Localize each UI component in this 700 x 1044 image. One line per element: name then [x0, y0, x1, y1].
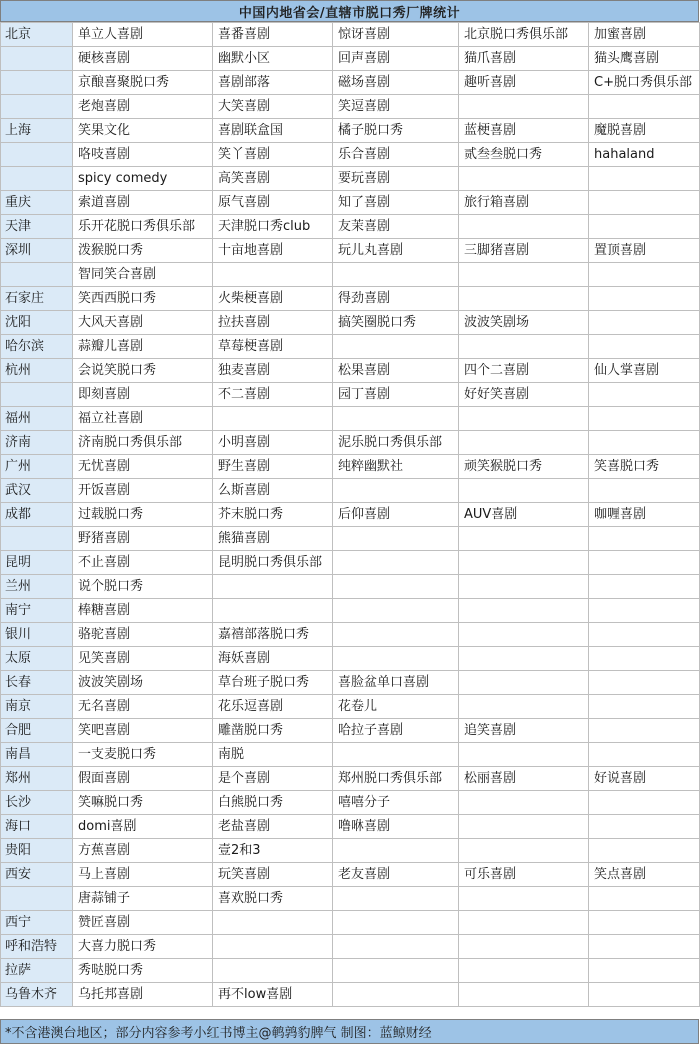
brand-cell: C+脱口秀俱乐部 — [589, 71, 700, 95]
city-cell: 西安 — [1, 863, 73, 887]
brand-cell — [333, 407, 459, 431]
brand-cell: 玩儿丸喜剧 — [333, 239, 459, 263]
brand-cell: 济南脱口秀俱乐部 — [73, 431, 213, 455]
table-row — [1, 671, 700, 695]
brand-cell: 草台班子脱口秀 — [213, 671, 333, 695]
brand-cell — [589, 911, 700, 935]
city-cell: 杭州 — [1, 359, 73, 383]
brand-cell — [333, 839, 459, 863]
brand-cell: 猫爪喜剧 — [459, 47, 589, 71]
city-cell: 长春 — [1, 671, 73, 695]
brand-cell: 磁场喜剧 — [333, 71, 459, 95]
table-row — [1, 95, 700, 119]
brand-cell: 好说喜剧 — [589, 767, 700, 791]
brand-cell: spicy comedy — [73, 167, 213, 191]
brand-cell: 拉扶喜剧 — [213, 311, 333, 335]
table-row — [1, 743, 700, 767]
brand-cell: 纯粹幽默社 — [333, 455, 459, 479]
city-cell: 太原 — [1, 647, 73, 671]
brand-cell — [459, 791, 589, 815]
city-cell: 武汉 — [1, 479, 73, 503]
brand-cell — [213, 263, 333, 287]
brand-cell — [459, 815, 589, 839]
brand-cell — [459, 575, 589, 599]
brand-cell: 唐蒜铺子 — [73, 887, 213, 911]
table-row — [1, 527, 700, 551]
city-cell: 广州 — [1, 455, 73, 479]
brand-cell — [459, 551, 589, 575]
table-row — [1, 887, 700, 911]
brand-cell — [589, 671, 700, 695]
table-row — [1, 407, 700, 431]
table-row — [1, 23, 700, 47]
table-title: 中国内地省会/直辖市脱口秀厂牌统计 — [0, 0, 699, 22]
brand-cell: 见笑喜剧 — [73, 647, 213, 671]
brand-cell — [589, 791, 700, 815]
brand-cell: 熊猫喜剧 — [213, 527, 333, 551]
brand-cell — [459, 983, 589, 1007]
brand-cell: 喜欢脱口秀 — [213, 887, 333, 911]
brand-cell: 智同笑合喜剧 — [73, 263, 213, 287]
brand-cell: 仙人掌喜剧 — [589, 359, 700, 383]
brand-cell: 乐合喜剧 — [333, 143, 459, 167]
table-row — [1, 839, 700, 863]
brand-cell — [589, 215, 700, 239]
brand-cell: 喜剧联盒国 — [213, 119, 333, 143]
city-cell: 重庆 — [1, 191, 73, 215]
brand-cell — [589, 575, 700, 599]
table-row — [1, 143, 700, 167]
brand-cell: 老盐喜剧 — [213, 815, 333, 839]
brand-cell — [333, 647, 459, 671]
table-row — [1, 431, 700, 455]
brand-cell: 嘻嘻分子 — [333, 791, 459, 815]
brand-cell: 幽默小区 — [213, 47, 333, 71]
brand-cell: 魔脱喜剧 — [589, 119, 700, 143]
brand-cell: 单立人喜剧 — [73, 23, 213, 47]
brand-cell: 马上喜剧 — [73, 863, 213, 887]
table-row — [1, 791, 700, 815]
brand-cell: 会说笑脱口秀 — [73, 359, 213, 383]
brand-cell: 壹2和3 — [213, 839, 333, 863]
brand-cell — [589, 839, 700, 863]
brand-cell: 橘子脱口秀 — [333, 119, 459, 143]
brand-cell: 笑果文化 — [73, 119, 213, 143]
brand-cell: 三脚猪喜剧 — [459, 239, 589, 263]
brand-cell — [333, 479, 459, 503]
brand-cell: 可乐喜剧 — [459, 863, 589, 887]
city-cell — [1, 527, 73, 551]
brand-cell — [459, 911, 589, 935]
brand-cell: 野猪喜剧 — [73, 527, 213, 551]
brand-cell: 要玩喜剧 — [333, 167, 459, 191]
brand-cell: 开饭喜剧 — [73, 479, 213, 503]
table-row — [1, 239, 700, 263]
brand-cell — [589, 431, 700, 455]
city-cell: 兰州 — [1, 575, 73, 599]
brand-cell — [589, 383, 700, 407]
brand-cell: 十亩地喜剧 — [213, 239, 333, 263]
brand-cell — [589, 743, 700, 767]
brand-cell: 雕凿脱口秀 — [213, 719, 333, 743]
brand-cell — [459, 647, 589, 671]
brand-cell — [459, 959, 589, 983]
table-row — [1, 647, 700, 671]
brand-cell: 得劲喜剧 — [333, 287, 459, 311]
brand-table — [0, 22, 700, 1007]
brand-cell — [459, 263, 589, 287]
brand-cell — [589, 599, 700, 623]
brand-cell — [213, 911, 333, 935]
city-cell: 合肥 — [1, 719, 73, 743]
brand-cell: 趣听喜剧 — [459, 71, 589, 95]
brand-cell: 索道喜剧 — [73, 191, 213, 215]
brand-cell: 小明喜剧 — [213, 431, 333, 455]
brand-cell — [213, 935, 333, 959]
city-cell: 西宁 — [1, 911, 73, 935]
brand-cell — [333, 983, 459, 1007]
brand-cell — [213, 407, 333, 431]
table-row — [1, 287, 700, 311]
brand-cell: 嘉禧部落脱口秀 — [213, 623, 333, 647]
table-row — [1, 359, 700, 383]
city-cell — [1, 71, 73, 95]
brand-cell: 知了喜剧 — [333, 191, 459, 215]
brand-cell: 昆明脱口秀俱乐部 — [213, 551, 333, 575]
brand-cell — [589, 887, 700, 911]
table-row — [1, 575, 700, 599]
table-row — [1, 479, 700, 503]
brand-cell: 野生喜剧 — [213, 455, 333, 479]
brand-cell — [589, 527, 700, 551]
brand-cell — [459, 671, 589, 695]
brand-cell: 笑逗喜剧 — [333, 95, 459, 119]
brand-cell: 不二喜剧 — [213, 383, 333, 407]
brand-cell: 乌托邦喜剧 — [73, 983, 213, 1007]
table-row — [1, 959, 700, 983]
brand-cell — [589, 695, 700, 719]
table-row — [1, 911, 700, 935]
city-cell: 乌鲁木齐 — [1, 983, 73, 1007]
brand-cell: 天津脱口秀club — [213, 215, 333, 239]
brand-cell: 独麦喜剧 — [213, 359, 333, 383]
brand-cell: 秀哒脱口秀 — [73, 959, 213, 983]
brand-cell: 一支麦脱口秀 — [73, 743, 213, 767]
brand-cell — [589, 647, 700, 671]
brand-cell — [459, 95, 589, 119]
brand-cell — [589, 335, 700, 359]
brand-cell — [459, 839, 589, 863]
city-cell: 长沙 — [1, 791, 73, 815]
city-cell: 贵阳 — [1, 839, 73, 863]
brand-cell — [589, 95, 700, 119]
brand-cell — [459, 887, 589, 911]
table-row — [1, 167, 700, 191]
city-cell: 石家庄 — [1, 287, 73, 311]
footer-note: *不含港澳台地区；部分内容参考小红书博主@鹌鹑豹脾气 制图：蓝鲸财经 — [0, 1019, 699, 1044]
brand-cell: 噜咻喜剧 — [333, 815, 459, 839]
brand-cell — [213, 575, 333, 599]
brand-cell — [459, 527, 589, 551]
brand-cell — [589, 983, 700, 1007]
table-row — [1, 503, 700, 527]
brand-cell: 花卷儿 — [333, 695, 459, 719]
city-cell — [1, 47, 73, 71]
brand-cell: 白熊脱口秀 — [213, 791, 333, 815]
table-row — [1, 335, 700, 359]
brand-cell: 芥末脱口秀 — [213, 503, 333, 527]
brand-cell: 乐开花脱口秀俱乐部 — [73, 215, 213, 239]
city-cell: 呼和浩特 — [1, 935, 73, 959]
brand-cell — [589, 311, 700, 335]
brand-cell — [333, 599, 459, 623]
table-row — [1, 815, 700, 839]
brand-cell: 喜脸盆单口喜剧 — [333, 671, 459, 695]
brand-cell: 北京脱口秀俱乐部 — [459, 23, 589, 47]
brand-cell: 福立社喜剧 — [73, 407, 213, 431]
city-cell: 拉萨 — [1, 959, 73, 983]
brand-cell: 四个二喜剧 — [459, 359, 589, 383]
brand-cell — [589, 959, 700, 983]
brand-cell — [333, 263, 459, 287]
city-cell: 成都 — [1, 503, 73, 527]
brand-cell — [213, 959, 333, 983]
brand-cell — [459, 479, 589, 503]
brand-cell: 笑喜脱口秀 — [589, 455, 700, 479]
brand-cell: 南脱 — [213, 743, 333, 767]
brand-cell — [459, 287, 589, 311]
brand-cell — [333, 959, 459, 983]
brand-cell: 赞匠喜剧 — [73, 911, 213, 935]
brand-table-body — [1, 23, 700, 1007]
brand-cell: 笑嘛脱口秀 — [73, 791, 213, 815]
brand-cell — [589, 191, 700, 215]
city-cell: 上海 — [1, 119, 73, 143]
table-row — [1, 47, 700, 71]
brand-cell: 贰叁叁脱口秀 — [459, 143, 589, 167]
city-cell — [1, 167, 73, 191]
brand-cell — [459, 215, 589, 239]
brand-cell — [589, 287, 700, 311]
table-row — [1, 455, 700, 479]
brand-cell — [213, 599, 333, 623]
brand-cell: 说个脱口秀 — [73, 575, 213, 599]
brand-cell: 棒糖喜剧 — [73, 599, 213, 623]
brand-cell: domi喜剧 — [73, 815, 213, 839]
city-cell — [1, 263, 73, 287]
brand-cell: 喜剧部落 — [213, 71, 333, 95]
brand-cell — [589, 935, 700, 959]
brand-cell — [589, 263, 700, 287]
brand-cell: 京酿喜聚脱口秀 — [73, 71, 213, 95]
brand-cell: 园丁喜剧 — [333, 383, 459, 407]
city-cell: 南宁 — [1, 599, 73, 623]
brand-cell — [459, 935, 589, 959]
table-row — [1, 863, 700, 887]
brand-cell: 加蜜喜剧 — [589, 23, 700, 47]
brand-cell: 骆驼喜剧 — [73, 623, 213, 647]
brand-cell: 回声喜剧 — [333, 47, 459, 71]
brand-cell — [333, 935, 459, 959]
brand-cell — [333, 887, 459, 911]
brand-cell: 原气喜剧 — [213, 191, 333, 215]
brand-cell: 玩笑喜剧 — [213, 863, 333, 887]
brand-cell — [459, 335, 589, 359]
brand-cell: 咖喱喜剧 — [589, 503, 700, 527]
brand-cell — [333, 743, 459, 767]
city-cell: 沈阳 — [1, 311, 73, 335]
brand-cell: 笑点喜剧 — [589, 863, 700, 887]
brand-cell: 好好笑喜剧 — [459, 383, 589, 407]
brand-cell — [333, 335, 459, 359]
table-row — [1, 191, 700, 215]
brand-cell — [589, 551, 700, 575]
brand-cell — [589, 167, 700, 191]
city-cell: 郑州 — [1, 767, 73, 791]
brand-cell: 方蕉喜剧 — [73, 839, 213, 863]
table-row — [1, 263, 700, 287]
city-cell — [1, 95, 73, 119]
table-row — [1, 935, 700, 959]
brand-cell: 泥乐脱口秀俱乐部 — [333, 431, 459, 455]
brand-cell: 海妖喜剧 — [213, 647, 333, 671]
city-cell — [1, 887, 73, 911]
table-row — [1, 119, 700, 143]
brand-cell: 惊讶喜剧 — [333, 23, 459, 47]
city-cell: 福州 — [1, 407, 73, 431]
brand-cell: 假面喜剧 — [73, 767, 213, 791]
brand-cell — [333, 575, 459, 599]
table-row — [1, 719, 700, 743]
table-row — [1, 551, 700, 575]
city-cell: 银川 — [1, 623, 73, 647]
brand-cell: 大喜力脱口秀 — [73, 935, 213, 959]
city-cell: 济南 — [1, 431, 73, 455]
brand-cell: 花乐逗喜剧 — [213, 695, 333, 719]
city-cell: 海口 — [1, 815, 73, 839]
brand-cell — [333, 623, 459, 647]
brand-cell: 是个喜剧 — [213, 767, 333, 791]
table-row — [1, 767, 700, 791]
brand-cell: 波波笑剧场 — [459, 311, 589, 335]
brand-cell: hahaland — [589, 143, 700, 167]
brand-cell: 旅行箱喜剧 — [459, 191, 589, 215]
brand-cell: 松丽喜剧 — [459, 767, 589, 791]
brand-cell — [333, 911, 459, 935]
brand-cell: 置顶喜剧 — [589, 239, 700, 263]
brand-cell: 郑州脱口秀俱乐部 — [333, 767, 459, 791]
brand-cell — [459, 599, 589, 623]
brand-cell: 高笑喜剧 — [213, 167, 333, 191]
table-row — [1, 311, 700, 335]
brand-cell: 即刻喜剧 — [73, 383, 213, 407]
city-cell — [1, 383, 73, 407]
brand-cell: 老友喜剧 — [333, 863, 459, 887]
brand-cell: 老炮喜剧 — [73, 95, 213, 119]
table-row — [1, 695, 700, 719]
brand-cell — [333, 551, 459, 575]
brand-cell — [459, 167, 589, 191]
city-cell: 北京 — [1, 23, 73, 47]
brand-cell: 大风天喜剧 — [73, 311, 213, 335]
city-cell — [1, 143, 73, 167]
brand-cell: 咯吱喜剧 — [73, 143, 213, 167]
city-cell: 深圳 — [1, 239, 73, 263]
table-row — [1, 383, 700, 407]
brand-cell — [589, 407, 700, 431]
brand-cell — [333, 527, 459, 551]
brand-cell: AUV喜剧 — [459, 503, 589, 527]
brand-cell: 波波笑剧场 — [73, 671, 213, 695]
brand-cell: 追笑喜剧 — [459, 719, 589, 743]
table-row — [1, 599, 700, 623]
brand-cell: 无忧喜剧 — [73, 455, 213, 479]
brand-cell — [589, 719, 700, 743]
brand-cell: 猫头鹰喜剧 — [589, 47, 700, 71]
brand-cell: 硬核喜剧 — [73, 47, 213, 71]
brand-cell: 蒜瓣儿喜剧 — [73, 335, 213, 359]
brand-cell — [459, 695, 589, 719]
brand-cell: 顽笑猴脱口秀 — [459, 455, 589, 479]
brand-cell: 再不low喜剧 — [213, 983, 333, 1007]
brand-cell: 大笑喜剧 — [213, 95, 333, 119]
brand-cell: 喜番喜剧 — [213, 23, 333, 47]
brand-cell — [459, 407, 589, 431]
brand-cell: 么斯喜剧 — [213, 479, 333, 503]
brand-cell: 火柴梗喜剧 — [213, 287, 333, 311]
table-row — [1, 983, 700, 1007]
brand-cell — [459, 743, 589, 767]
table-row — [1, 71, 700, 95]
city-cell: 昆明 — [1, 551, 73, 575]
brand-cell: 无名喜剧 — [73, 695, 213, 719]
brand-cell: 笑吧喜剧 — [73, 719, 213, 743]
brand-cell — [589, 623, 700, 647]
brand-cell — [459, 623, 589, 647]
brand-cell: 后仰喜剧 — [333, 503, 459, 527]
city-cell: 南京 — [1, 695, 73, 719]
table-row — [1, 623, 700, 647]
brand-cell: 松果喜剧 — [333, 359, 459, 383]
brand-cell: 搞笑圈脱口秀 — [333, 311, 459, 335]
city-cell: 哈尔滨 — [1, 335, 73, 359]
brand-cell: 过载脱口秀 — [73, 503, 213, 527]
brand-cell: 友茉喜剧 — [333, 215, 459, 239]
city-cell: 南昌 — [1, 743, 73, 767]
brand-cell: 笑丫喜剧 — [213, 143, 333, 167]
city-cell: 天津 — [1, 215, 73, 239]
brand-cell: 哈拉子喜剧 — [333, 719, 459, 743]
brand-cell: 不止喜剧 — [73, 551, 213, 575]
brand-cell — [589, 815, 700, 839]
brand-cell — [459, 431, 589, 455]
brand-cell — [589, 479, 700, 503]
brand-cell: 笑西西脱口秀 — [73, 287, 213, 311]
brand-cell: 蓝梗喜剧 — [459, 119, 589, 143]
brand-cell: 草莓梗喜剧 — [213, 335, 333, 359]
brand-cell: 泼猴脱口秀 — [73, 239, 213, 263]
table-row — [1, 215, 700, 239]
